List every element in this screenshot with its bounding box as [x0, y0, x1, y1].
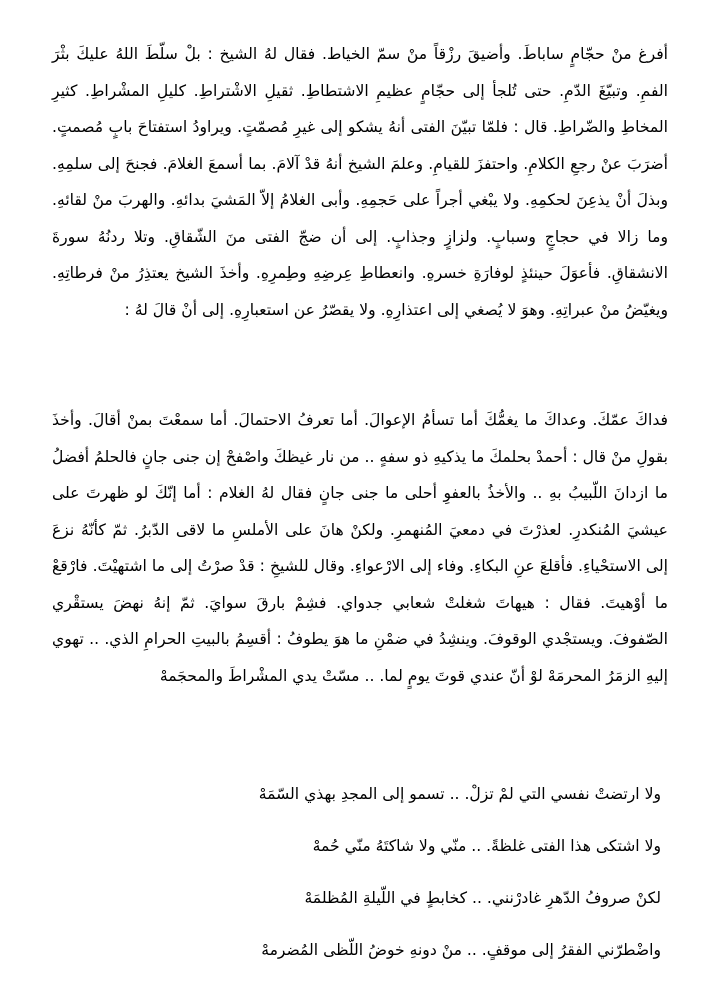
verse-line-4: واضْطرّني الفقرُ إلى موقفٍ. .. منْ دونهِ خوضُ اللّظى المُضرمهْ	[261, 941, 661, 959]
paragraph-2: فداكَ عمّكَ. وعداكَ ما يغمُّكَ أما تسأمُ الإعوالَ. أما تعرفُ الاحتمالَ. أما سمعْتَ بمنْ أقالَ. وأخذَ بقولِ منْ قال : أحمدْ بحلمكَ ما يذكيهِ ذو سفهٍ .. من نار غيظكَ واصْفحْ إن جنى جانٍ فالحلمُ أفضلُ ما ازدانَ اللّبيبُ بهِ .. والأخذُ بالعفوِ أحلى ما جنى جانٍ فقال لهُ الغلام : أما إنّكَ لو ظهرتَ على عيشيَ المُنكدرِ. لعذرْتَ في دمعيَ المُنهمرِ. ولكنْ هانَ على الأملسِ ما لاقى الدّبرُ. ثمّ كأنّهُ نزعَ إلى الاستحْياءِ. فأقلعَ عنِ البكاءِ. وفاء إلى الارْعواءِ. وقال للشيخِ : قدْ صرْتُ إلى ما اشتهيْتَ. فارْقعْ ما أوْهيتَ. فقال : هيهاتَ شغلتْ شعابي جدواي. فشِمْ بارقَ سوايَ. ثمّ إنهُ نهضَ يستقْري الصّفوفَ. ويستجْدي الوقوفَ. وينشِدُ في ضمْنِ ما هوَ يطوفُ : أقسِمُ بالبيتِ الحرامِ الذي. .. تهوي إليهِ الزمَرُ المحرمَهْ لوْ أنّ عندي قوتَ يومٍ لما. .. مسّتْ يدي المشْراطَ والمحجَمهْ	[52, 411, 668, 685]
paragraph-1: أفرغ منْ حجّامٍ ساباطَ. وأضيقَ رزْقاً منْ سمّ الخياط. فقال لهُ الشيخ : بلْ سلّطَ اللهُ عليكَ بثْرَ الفمِ. وتبيّغَ الدّمِ. حتى تُلجأ إلى حجّامٍ عظيمِ الاشتطاطِ. ثقيلِ الاشْتراطِ. كليلِ المشْراطِ. كثيرِ المخاطِ والضّراطِ. قال : فلمّا تبيّنَ الفتى أنهُ يشكو إلى غيرِ مُصمّتٍ. ويراودُ استفتاحَ بابٍ مُصمتٍ. أضرَبَ عنْ رجعِ الكلامِ. واحتفزَ للقيامِ. وعلمَ الشيخ أنهُ قدْ آلامَ. بما أسمعَ الغلامَ. فجنحَ إلى سلمِهِ. وبذلَ أنْ يذعِنَ لحكمِهِ. ولا يبْغي أجراً على حَجمِهِ. وأبى الغلامُ إلاّ المَشيَ بدائهِ. والهربَ منْ لقائهِ. وما زالا في حجاجٍ وسبابٍ. ولزازٍ وجذابٍ. إلى أن ضجّ الفتى منَ الشّقاقِ. وتلا ردنُهُ سورةَ الانشقاقِ. فأعوَلَ حينئذٍ لوفارَةِ خسرهِ. وانعطاطِ عِرضِهِ وطِمرِهِ. وأخذَ الشيخ يعتذِرُ منْ فرطاتِهِ. ويغيّضُ منْ عبراتِهِ. وهوَ لا يُصغي إلى اعتذارِهِ. ولا يقصّرُ عن استعبارِهِ. إلى أنْ قالَ لهُ :	[52, 45, 668, 319]
verse-line-2: ولا اشتكى هذا الفتى غلظةً. .. منّي ولا شاكتَهُ منّي حُمهْ	[312, 837, 661, 855]
verse-line-1: ولا ارتضتْ نفسي التي لمْ تزلْ. .. تسمو إلى المجدِ بهذي السّمَهْ	[258, 785, 661, 803]
verse-line-3: لكنْ صروفُ الدّهرِ غادرْنني. .. كخابطٍ في اللّيلةِ المُظلمَهْ	[304, 889, 661, 907]
poem-verses	[52, 768, 668, 976]
